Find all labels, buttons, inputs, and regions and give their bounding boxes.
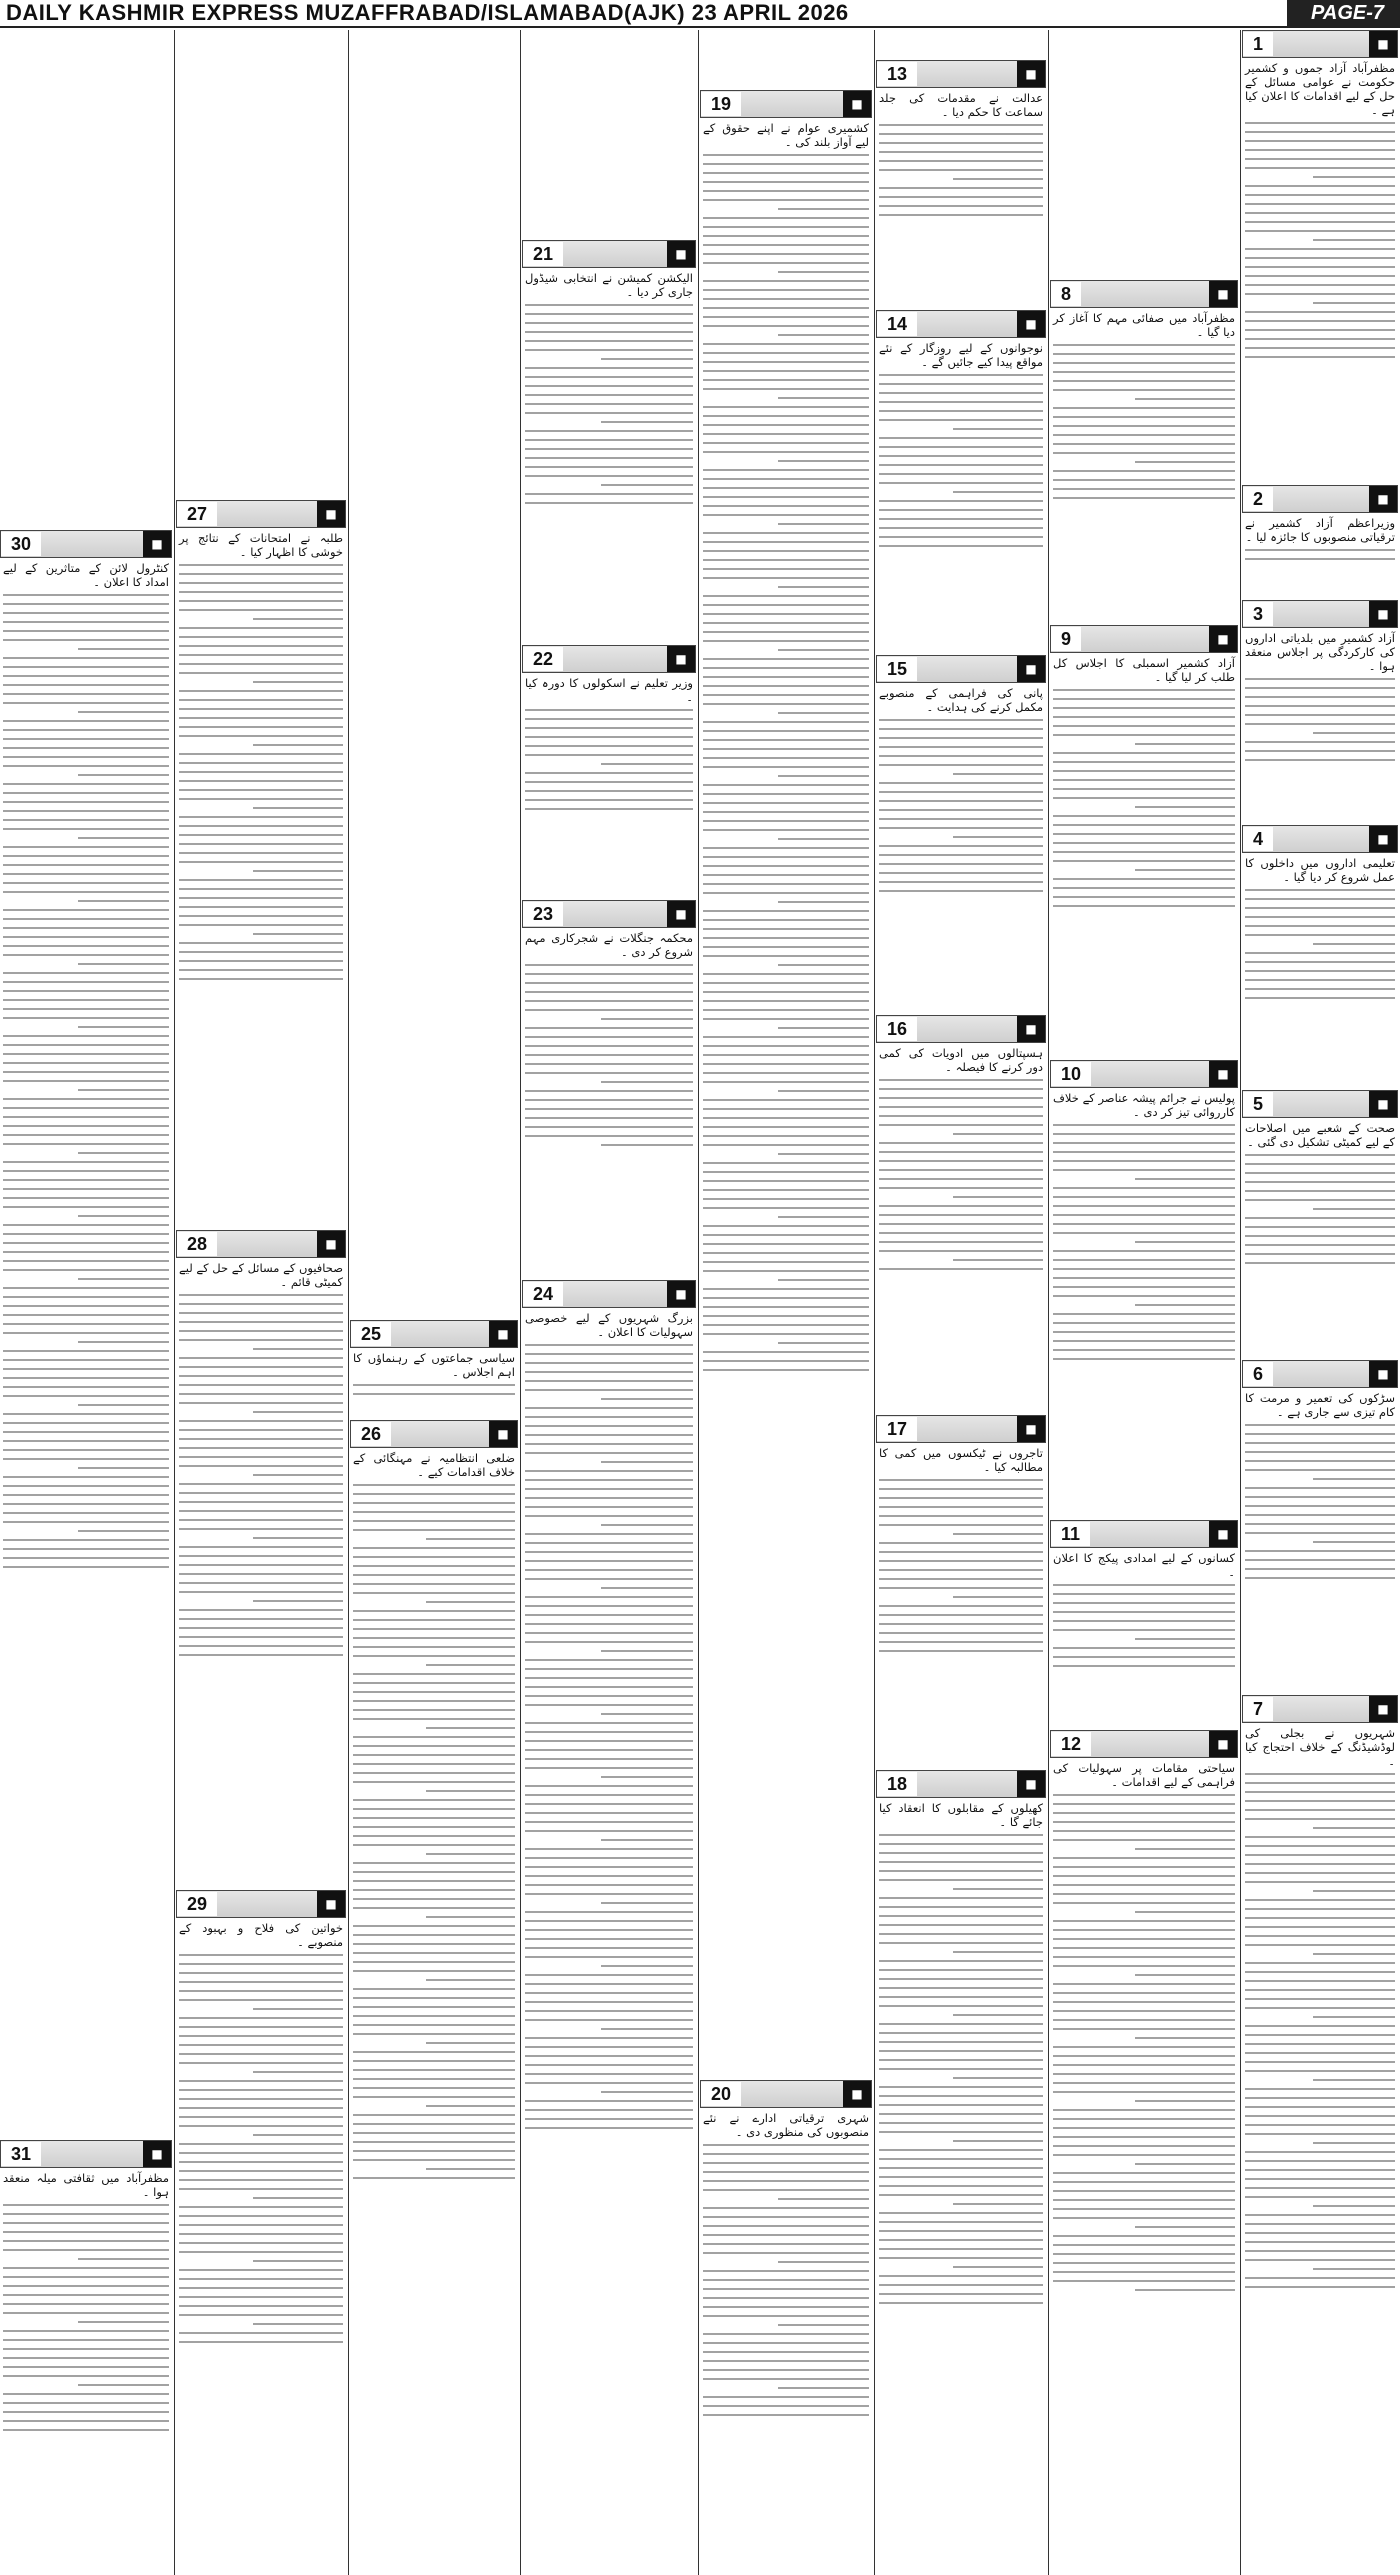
column-3 [876,30,1046,2575]
news-story [176,1890,346,2575]
story-text: آزاد کشمیر اسمبلی کا اجلاس کل طلب کر لیا گیا ۔ [1053,656,1235,684]
story-body [1050,653,1238,907]
story-body [876,88,1046,216]
newspaper-logo-icon: ■ [1369,1091,1397,1117]
story-text-lines [525,964,693,1146]
news-story [1242,1695,1398,2575]
newspaper-logo-icon: ■ [1209,1731,1237,1757]
story-text-lines [525,1344,693,2129]
story-header [522,645,696,673]
story-number: 30 [1,532,41,556]
story-body [1050,1548,1238,1667]
story-header [1242,1090,1398,1118]
story-number: 14 [877,312,917,336]
story-header [876,655,1046,683]
story-header [522,240,696,268]
story-text-lines [703,154,869,1371]
story-number: 2 [1243,487,1273,511]
column-2 [1050,30,1238,2575]
column-rule [698,30,699,2575]
story-text-lines [1245,1424,1395,1579]
story-header [876,310,1046,338]
news-story [1050,625,1238,1045]
story-body [1242,513,1398,560]
newspaper-logo-icon: ■ [843,91,871,117]
story-text: پانی کی فراہمی کے منصوبے مکمل کرنے کی ہدایت ۔ [879,686,1043,714]
story-body [522,928,696,1146]
story-text-lines [1245,889,1395,999]
story-text-lines [353,1484,515,2179]
story-number: 3 [1243,602,1273,626]
news-story [700,90,872,2065]
newspaper-logo-icon: ■ [1369,1696,1397,1722]
story-body [350,1348,518,1395]
newspaper-logo-icon: ■ [667,646,695,672]
story-text: ضلعی انتظامیہ نے مہنگائی کے خلاف اقدامات کیے ۔ [353,1451,515,1479]
story-header [700,2080,872,2108]
column-rule [874,30,875,2575]
news-story [522,1280,696,2575]
story-text: مظفرآباد آزاد جموں و کشمیر حکومت نے عوامی مسائل کے حل کے لیے اقدامات کا اعلان کیا ہے ۔ [1245,61,1395,117]
story-header [522,1280,696,1308]
story-body [176,1918,346,2343]
newspaper-logo-icon: ■ [143,2141,171,2167]
story-number: 7 [1243,1697,1273,1721]
column-rule [1240,30,1241,2575]
story-number: 26 [351,1422,391,1446]
story-header [0,530,172,558]
story-number: 18 [877,1772,917,1796]
story-body [1050,1758,1238,2291]
story-header [176,1230,346,1258]
story-text: تاجروں نے ٹیکسوں میں کمی کا مطالبہ کیا ۔ [879,1446,1043,1474]
story-number: 4 [1243,827,1273,851]
story-text-lines [879,719,1043,892]
newspaper-logo-icon: ■ [667,901,695,927]
story-text: خواتین کی فلاح و بہبود کے منصوبے ۔ [179,1921,343,1949]
newspaper-logo-icon: ■ [1209,281,1237,307]
news-story [176,500,346,1220]
story-body [176,1258,346,1656]
newspaper-logo-icon: ■ [1209,1521,1237,1547]
news-story [1242,30,1398,470]
story-header [1242,485,1398,513]
story-header [1242,30,1398,58]
newspaper-logo-icon: ■ [143,531,171,557]
story-text-lines [879,1079,1043,1270]
masthead [0,0,1400,28]
column-7 [176,30,346,2575]
story-text-lines [703,2144,869,2416]
story-number: 9 [1051,627,1081,651]
story-text: سڑکوں کی تعمیر و مرمت کا کام تیزی سے جاری ہے ۔ [1245,1391,1395,1419]
column-6 [350,30,518,2575]
news-story [876,1015,1046,1395]
newspaper-logo-icon: ■ [489,1421,517,1447]
news-story [1242,825,1398,1075]
news-story [522,900,696,1265]
news-story [1242,485,1398,585]
news-story [1050,1730,1238,2575]
story-text: صحت کے شعبے میں اصلاحات کے لیے کمیٹی تشکیل دی گئی ۔ [1245,1121,1395,1149]
story-number: 28 [177,1232,217,1256]
story-number: 8 [1051,282,1081,306]
newspaper-logo-icon: ■ [1369,601,1397,627]
story-body [1242,1723,1398,2288]
news-story [1050,1520,1238,1720]
newspaper-logo-icon: ■ [1209,626,1237,652]
story-header [876,1770,1046,1798]
story-number: 1 [1243,32,1273,56]
story-text: شہریوں نے بجلی کی لوڈشیڈنگ کے خلاف احتجاج کیا ۔ [1245,1726,1395,1768]
story-body [522,673,696,810]
story-header [1050,1730,1238,1758]
column-8 [0,30,172,2575]
story-header [350,1320,518,1348]
page-number: PAGE-7 [1287,0,1400,26]
story-header [1050,625,1238,653]
story-text: کسانوں کے لیے امدادی پیکج کا اعلان ۔ [1053,1551,1235,1579]
story-text: تعلیمی اداروں میں داخلوں کا عمل شروع کر دیا گیا ۔ [1245,856,1395,884]
story-text: طلبہ نے امتحانات کے نتائج پر خوشی کا اظہار کیا ۔ [179,531,343,559]
story-header [1050,280,1238,308]
column-rule [348,30,349,2575]
story-text: سیاحتی مقامات پر سہولیات کی فراہمی کے لیے اقدامات ۔ [1053,1761,1235,1789]
newspaper-logo-icon: ■ [667,241,695,267]
story-body [1242,628,1398,761]
story-number: 29 [177,1892,217,1916]
story-text-lines [1245,549,1395,560]
column-1 [1242,30,1398,2575]
story-text: محکمہ جنگلات نے شجرکاری مہم شروع کر دی ۔ [525,931,693,959]
story-header [0,2140,172,2168]
story-text: کھیلوں کے مقابلوں کا انعقاد کیا جائے گا ۔ [879,1801,1043,1829]
newspaper-title: DAILY KASHMIR EXPRESS MUZAFFRABAD/ISLAMABAD(AJK) 23 APRIL 2026 [6,0,849,25]
newspaper-logo-icon: ■ [1017,656,1045,682]
story-number: 11 [1051,1522,1090,1546]
news-story [876,655,1046,995]
story-body [876,683,1046,892]
story-number: 5 [1243,1092,1273,1116]
story-number: 17 [877,1417,917,1441]
story-text-lines [879,374,1043,547]
story-number: 19 [701,92,741,116]
story-body [1242,1388,1398,1579]
story-text-lines [179,1954,343,2343]
story-text: کنٹرول لائن کے متاثرین کے لیے امداد کا اعلان ۔ [3,561,169,589]
news-story [0,2140,172,2575]
column-4 [700,30,872,2575]
story-text-lines [179,1294,343,1656]
story-text-lines [1245,1773,1395,2288]
newspaper-logo-icon: ■ [1017,1771,1045,1797]
story-number: 22 [523,647,563,671]
story-text: مظفرآباد میں ثقافتی میلہ منعقد ہوا ۔ [3,2171,169,2199]
news-story [350,1320,518,1400]
story-text-lines [879,1479,1043,1652]
newspaper-logo-icon: ■ [1017,311,1045,337]
news-story [1242,1090,1398,1345]
story-body [176,528,346,980]
column-rule [520,30,521,2575]
story-header [700,90,872,118]
story-text: نوجوانوں کے لیے روزگار کے نئے مواقع پیدا کیے جائیں گے ۔ [879,341,1043,369]
news-story [522,645,696,885]
newspaper-logo-icon: ■ [1017,61,1045,87]
column-5 [522,30,696,2575]
story-number: 23 [523,902,563,926]
story-header [176,500,346,528]
news-story [1242,600,1398,810]
story-header [1242,600,1398,628]
story-body [876,338,1046,547]
story-text: مظفرآباد میں صفائی مہم کا آغاز کر دیا گیا ۔ [1053,311,1235,339]
story-text: بزرگ شہریوں کے لیے خصوصی سہولیات کا اعلان ۔ [525,1311,693,1339]
newspaper-logo-icon: ■ [317,1231,345,1257]
story-body [876,1443,1046,1652]
story-body [1242,1118,1398,1264]
story-header [1050,1520,1238,1548]
story-text: وزیراعظم آزاد کشمیر نے ترقیاتی منصوبوں کا جائزہ لیا ۔ [1245,516,1395,544]
story-number: 6 [1243,1362,1273,1386]
story-number: 27 [177,502,217,526]
news-story [1050,280,1238,600]
story-text: وزیر تعلیم نے اسکولوں کا دورہ کیا ۔ [525,676,693,704]
newspaper-logo-icon: ■ [1017,1416,1045,1442]
newspaper-logo-icon: ■ [1209,1061,1237,1087]
story-text-lines [1245,122,1395,358]
story-header [876,1415,1046,1443]
story-header [350,1420,518,1448]
story-text-lines [525,709,693,810]
columns-area [0,30,1400,2575]
story-header [876,1015,1046,1043]
news-story [0,530,172,2125]
news-story [176,1230,346,1870]
newspaper-logo-icon: ■ [1369,31,1397,57]
story-header [176,1890,346,1918]
story-body [1050,308,1238,499]
story-text-lines [1245,1154,1395,1264]
newspaper-logo-icon: ■ [843,2081,871,2107]
story-header [876,60,1046,88]
story-text: سیاسی جماعتوں کے رہنماؤں کا اہم اجلاس ۔ [353,1351,515,1379]
story-number: 13 [877,62,917,86]
story-body [1242,58,1398,358]
story-number: 20 [701,2082,741,2106]
newspaper-logo-icon: ■ [1369,486,1397,512]
column-rule [1048,30,1049,2575]
story-body [350,1448,518,2179]
story-body [0,558,172,1568]
story-text-lines [1053,689,1235,907]
story-number: 15 [877,657,917,681]
story-body [522,1308,696,2129]
newspaper-logo-icon: ■ [317,1891,345,1917]
newspaper-logo-icon: ■ [1369,826,1397,852]
story-text-lines [3,2204,169,2431]
story-text: الیکشن کمیشن نے انتخابی شیڈول جاری کر دیا ۔ [525,271,693,299]
story-text-lines [353,1384,515,1395]
story-number: 21 [523,242,563,266]
story-text-lines [525,304,693,504]
story-header [1242,825,1398,853]
story-number: 31 [1,2142,41,2166]
story-header [1242,1695,1398,1723]
newspaper-logo-icon: ■ [1369,1361,1397,1387]
news-story [876,1770,1046,2575]
story-number: 16 [877,1017,917,1041]
story-body [1050,1088,1238,1360]
news-story [876,310,1046,650]
story-body [0,2168,172,2431]
story-number: 25 [351,1322,391,1346]
story-text-lines [3,594,169,1568]
story-text-lines [1053,1584,1235,1667]
story-text: صحافیوں کے مسائل کے حل کے لیے کمیٹی قائم ۔ [179,1261,343,1289]
story-number: 24 [523,1282,563,1306]
newspaper-logo-icon: ■ [667,1281,695,1307]
story-text-lines [879,124,1043,216]
story-text: ہسپتالوں میں ادویات کی کمی دور کرنے کا فیصلہ ۔ [879,1046,1043,1074]
story-header [1242,1360,1398,1388]
news-story [522,240,696,630]
story-text: کشمیری عوام نے اپنے حقوق کے لیے آواز بلند کی ۔ [703,121,869,149]
story-text: عدالت نے مقدمات کی جلد سماعت کا حکم دیا ۔ [879,91,1043,119]
story-text-lines [1245,678,1395,761]
news-story [700,2080,872,2575]
story-body [876,1043,1046,1270]
story-text-lines [179,564,343,980]
story-body [700,2108,872,2416]
column-rule [174,30,175,2575]
story-body [700,118,872,1371]
news-story [876,60,1046,280]
newspaper-logo-icon: ■ [317,501,345,527]
story-text-lines [1053,1124,1235,1360]
story-text: آزاد کشمیر میں بلدیاتی اداروں کی کارکردگی پر اجلاس منعقد ہوا ۔ [1245,631,1395,673]
newspaper-logo-icon: ■ [489,1321,517,1347]
newspaper-logo-icon: ■ [1017,1016,1045,1042]
news-story [1050,1060,1238,1505]
story-text: پولیس نے جرائم پیشہ عناصر کے خلاف کارروائی تیز کر دی ۔ [1053,1091,1235,1119]
story-text-lines [1053,1794,1235,2291]
news-story [350,1420,518,2575]
story-text-lines [1053,344,1235,499]
story-text: شہری ترقیاتی ادارے نے نئے منصوبوں کی منظوری دی ۔ [703,2111,869,2139]
news-story [876,1415,1046,1755]
story-text-lines [879,1834,1043,2304]
story-header [1050,1060,1238,1088]
story-body [876,1798,1046,2304]
story-number: 12 [1051,1732,1091,1756]
story-number: 10 [1051,1062,1091,1086]
story-body [1242,853,1398,999]
story-body [522,268,696,504]
news-story [1242,1360,1398,1680]
story-header [522,900,696,928]
